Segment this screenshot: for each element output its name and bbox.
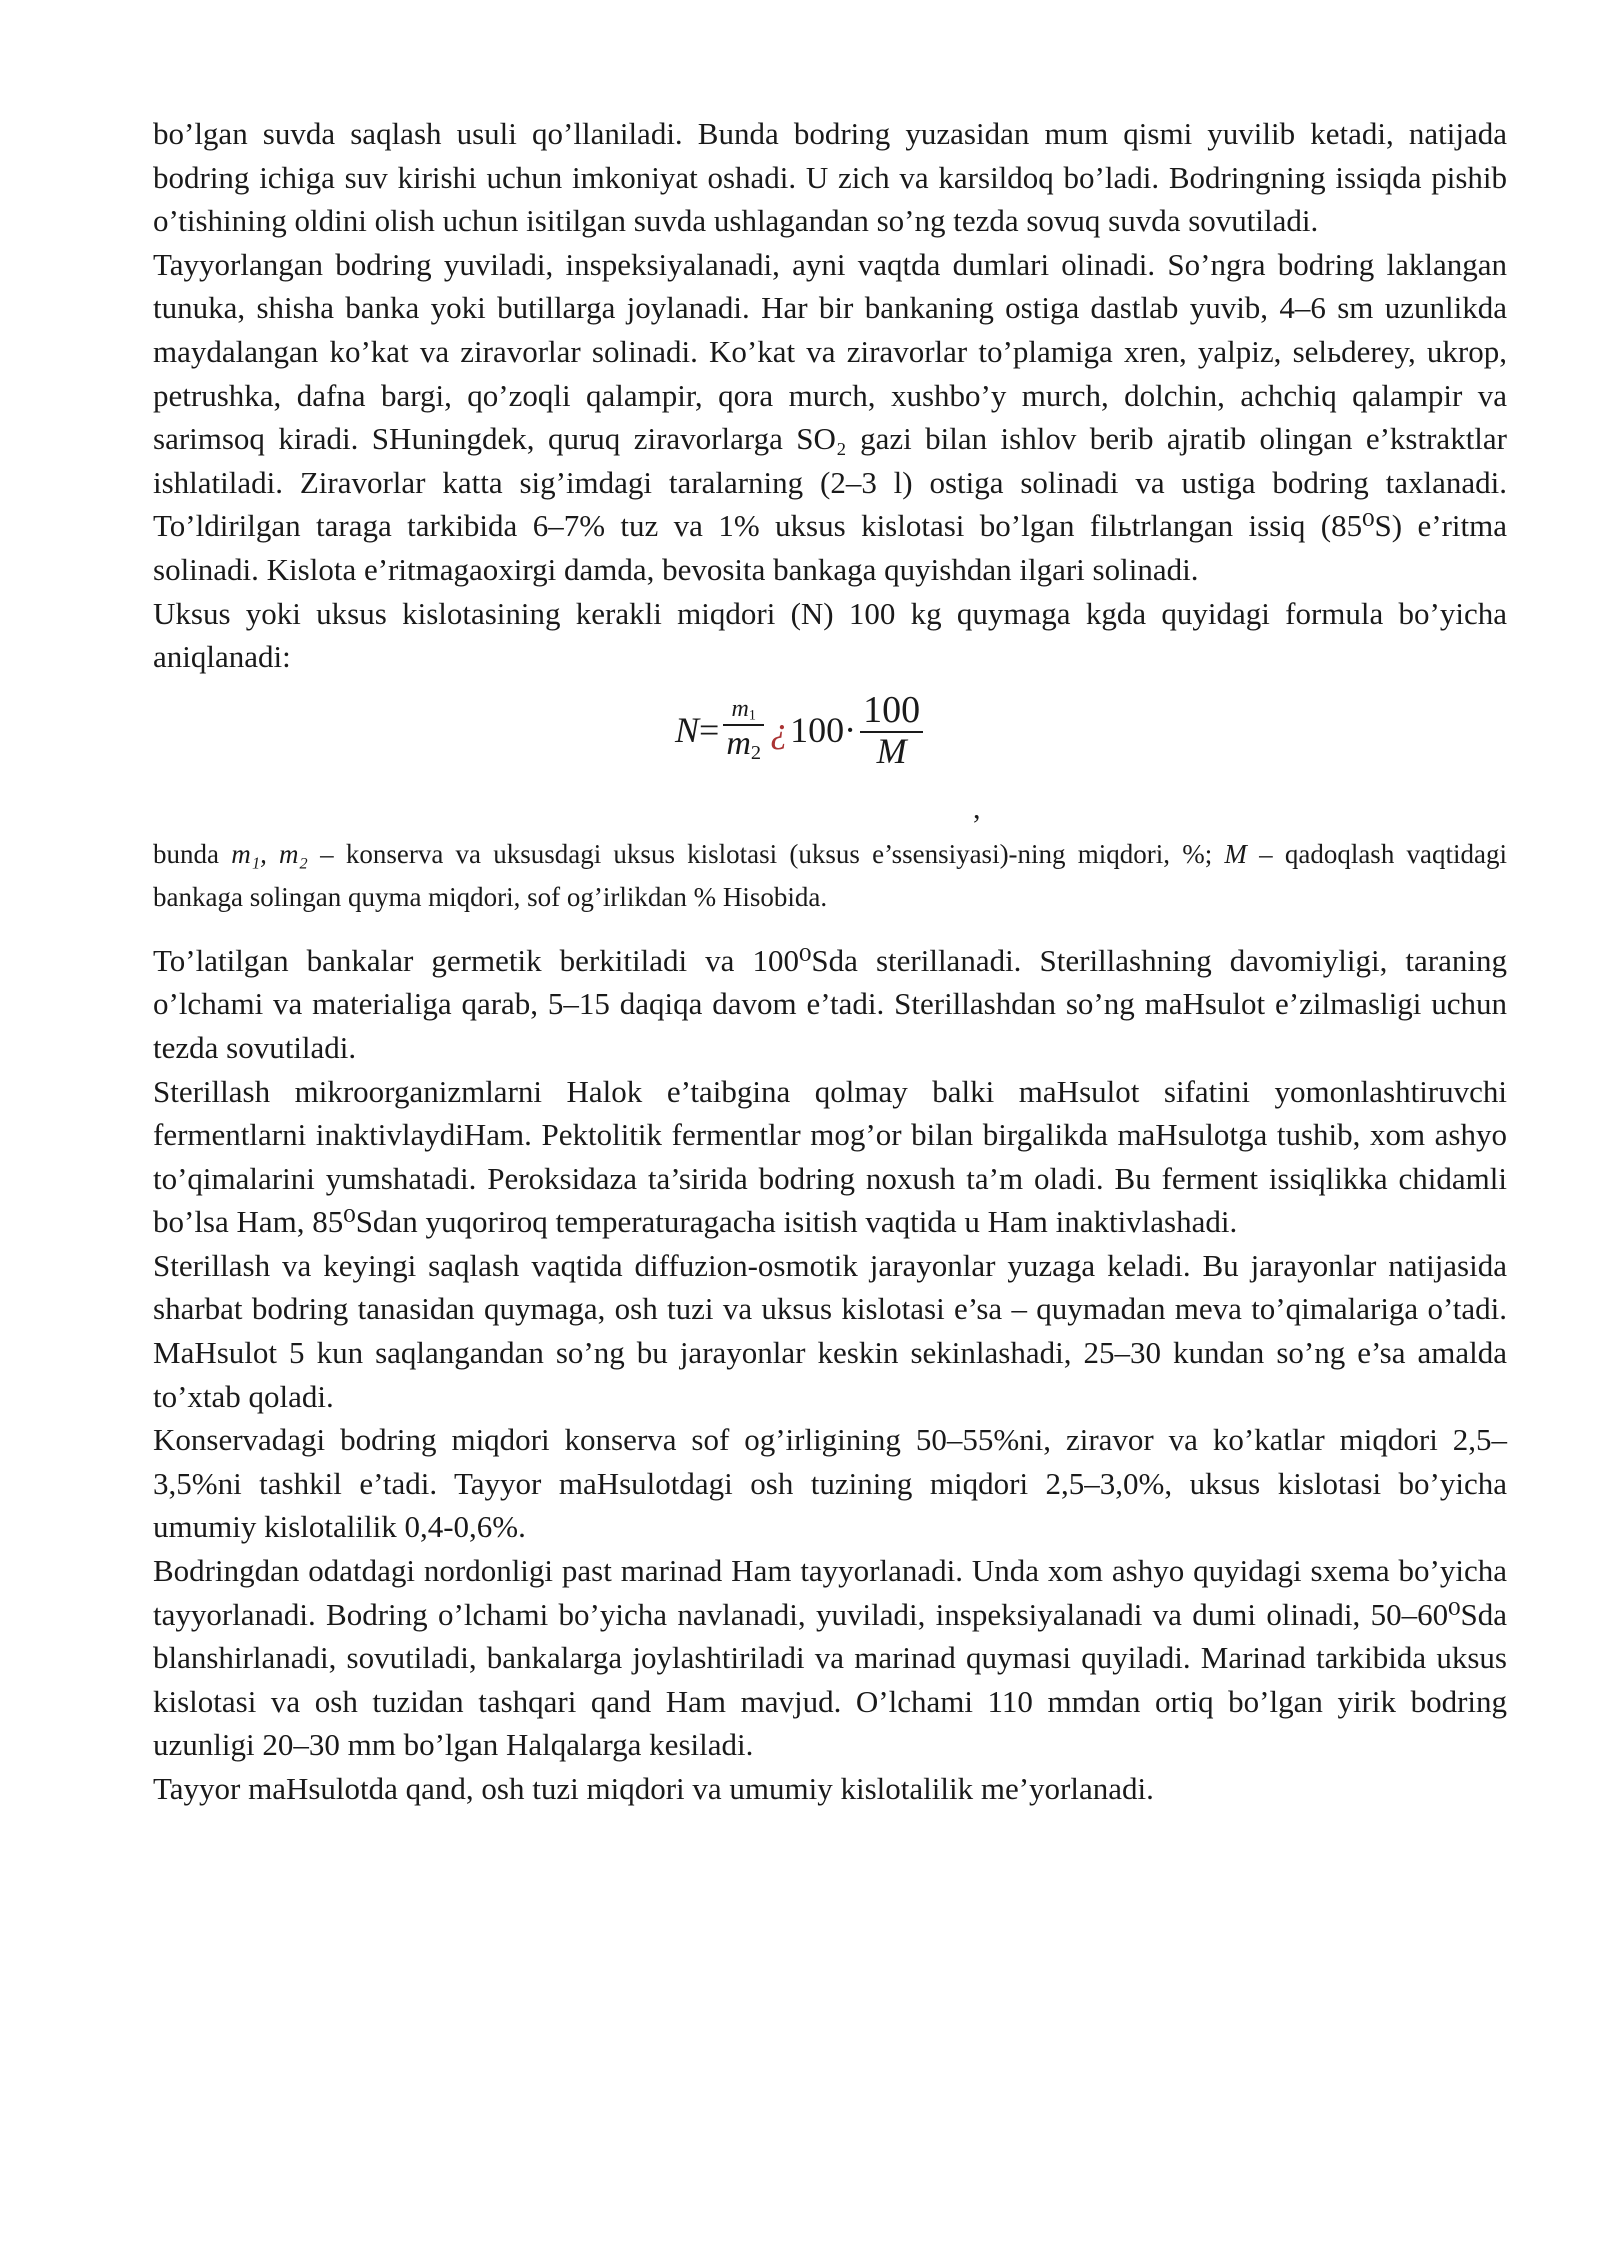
paragraph-1: bo’lgan suvda saqlash usuli qo’llaniladi. Bunda bodring yuzasidan mum qismi yuvilib ketadi, natijada bodring ichiga suv kirishi uchun imkoniyat oshadi. U zich va karsildoq bo’ladi. Bodringning issiqda pishib o’tishining oldini olish uchun isitilgan suvda ushlagandan so’ng tezda sovuq suvda sovutiladi. [153,116,1507,239]
formula-hundred-dot: 100· [790,709,857,750]
formula-lhs: N [675,709,700,750]
formula-m1: m [731,695,749,722]
legend-text-2: – qadoqlash vaqtidagi bankaga solingan quyma miqdori, sof og’irlikdan % Hisobida. [153,838,1507,912]
paragraph-9: Tayyor maHsulotda qand, osh tuzi miqdori va umumiy kislotalilik me’yorlanadi. [153,1771,1154,1806]
formula-block [153,687,1507,833]
formula-comma: , [973,791,981,825]
formula-fraction-100-m [860,688,923,771]
paragraph-6: Sterillash va keyingi saqlash vaqtida diffuzion-osmotik jarayonlar yuzaga keladi. Bu jarayonlar natijasida sharbat bodring tanasidan quymaga, osh tuzi va uksus kislotasi e’sa – quymadan meva to’qimalariga o’tadi. MaHsulot 5 kun saqlangandan so’ng bu jarayonlar keskin sekinlashadi, 25–30 kundan so’ng e’sa amalda to’xtab qoladi. [153,1247,1507,1414]
paragraph-2: Tayyorlangan bodring yuviladi, inspeksiyalanadi, ayni vaqtda dumlari olinadi. So’ngra bodring laklangan tunuka, shisha banka yoki butillarga joylanadi. Har bir bankaning ostiga dastlab yuvib, 4–6 sm uzunlikda maydalangan ko’kat va ziravorlar solinadi. Ko’kat va ziravorlar to’plamiga xren, yalpiz, selьderey, ukrop, petrushka, dafna bargi, qo’zoqli qalampir, qora murch, xushbo’y murch, dolchin, achchiq qalampir va sarimsoq kiradi. SHuningdek, quruq ziravorlarga SO₂ gazi bilan ishlov berib ajratib olingan e’kstraktlar ishlatiladi. Ziravorlar katta sig’imdagi taralarning (2–3 l) ostiga solinadi va ustiga bodring taxlanadi. To’ldirilgan taraga tarkibida 6–7% tuz va 1% uksus kislotasi bo’lgan filьtrlangan issiq (85⁰S) e’ritma solinadi. Kislota e’ritmagaoxirgi damda, bevosita bankaga quyishdan ilgari solinadi. [153,246,1507,587]
formula-m1-sub: 1 [748,707,756,724]
paragraph-4: To’latilgan bankalar germetik berkitiladi va 100⁰Sda sterillanadi. Sterillashning davomiyligi, taraning o’lchami va materialiga qarab, 5–15 daqiqa davom e’tadi. Sterillashdan so’ng maHsulot e’zilmasligi uchun tezda sovutiladi. [153,942,1507,1065]
formula-M: M [876,730,907,771]
paragraph-3: Uksus yoki uksus kislotasining kerakli miqdori (N) 100 kg quymaga kgda quyidagi formula bo’yicha aniqlanadi: [153,595,1507,675]
formula-100: 100 [863,688,921,731]
formula-glyph: ¿ [770,709,789,750]
document-page [153,112,1507,1811]
formula-equals: = [699,709,720,750]
legend-var-m: M [1224,838,1247,869]
legend-prefix: bunda [153,838,232,869]
paragraph-5: Sterillash mikroorganizmlarni Halok e’taibgina qolmay balki maHsulot sifatini yomonlashtiruvchi fermentlarni inaktivlaydiHam. Pektolitik fermentlar mog’or bilan birgalikda maHsulotga tushib, xom ashyo to’qimalarini yumshatadi. Peroksidaza ta’sirida bodring noxush ta’m oladi. Bu ferment issiqlikka chidamli bo’lsa Ham, 85⁰Sdan yuqoriroq temperaturagacha isitish vaqtida u Ham inaktivlashadi. [153,1073,1507,1240]
formula-m2-sub: 2 [750,741,762,764]
legend-text: – konserva va uksusdagi uksus kislotasi (uksus e’ssensiyasi)-ning miqdori, %; [307,838,1225,869]
formula [675,688,927,771]
formula-fraction-m [723,697,764,764]
paragraph-8: Bodringdan odatdagi nordonligi past marinad Ham tayyorlanadi. Unda xom ashyo quyidagi sxema bo’yicha tayyorlanadi. Bodring o’lchami bo’yicha navlanadi, yuviladi, inspeksiyalanadi va dumi olinadi, 50–60⁰Sda blanshirlanadi, sovutiladi, bankalarga joylashtiriladi va marinad quymasi quyiladi. Marinad tarkibida uksus kislotasi va osh tuzidan tashqari qand Ham mavjud. O’lchami 110 mmdan ortiq bo’lgan yirik bodring uzunligi 20–30 mm bo’lgan Halqalarga kesiladi. [153,1553,1507,1763]
legend-vars: m₁, m₂ [231,838,308,869]
formula-m2: m [726,724,751,762]
paragraph-7: Konservadagi bodring miqdori konserva sof og’irligining 50–55%ni, ziravor va ko’katlar miqdori 2,5–3,5%ni tashkil e’tadi. Tayyor maHsulotdagi osh tuzining miqdori 2,5–3,0%, uksus kislotasi bo’yicha umumiy kislotalilik 0,4-0,6%. [153,1422,1507,1545]
formula-legend [153,833,1507,919]
